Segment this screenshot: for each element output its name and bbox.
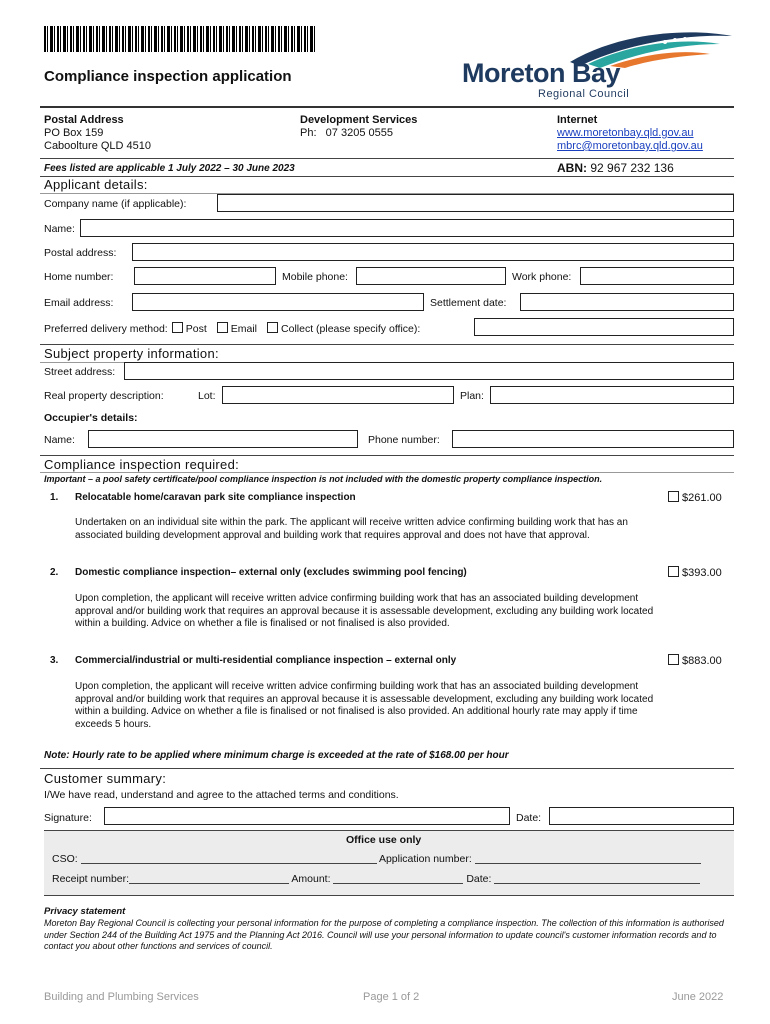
occupier-phone-label: Phone number: xyxy=(368,434,440,446)
signature-label: Signature: xyxy=(44,812,92,824)
summary-heading: Customer summary: xyxy=(44,771,167,786)
occupier-name-label: Name: xyxy=(44,434,75,446)
home-label: Home number: xyxy=(44,271,114,283)
email-input[interactable] xyxy=(132,293,424,311)
email-checkbox[interactable] xyxy=(217,322,228,333)
work-label: Work phone: xyxy=(512,271,572,283)
lot-label: Lot: xyxy=(198,390,216,402)
item-3-checkbox[interactable] xyxy=(668,654,679,665)
privacy-heading: Privacy statement xyxy=(44,906,126,917)
delivery-label: Preferred delivery method: xyxy=(44,323,168,335)
item-2-price: $393.00 xyxy=(682,567,722,579)
name-input[interactable] xyxy=(80,219,734,237)
postal-input[interactable] xyxy=(132,243,734,261)
email-link[interactable]: mbrc@moretonbay.qld.gov.au xyxy=(557,140,703,152)
cso-row xyxy=(52,853,701,865)
work-input[interactable] xyxy=(580,267,734,285)
lot-input[interactable] xyxy=(222,386,454,404)
collect-office-input[interactable] xyxy=(474,318,734,336)
collect-checkbox[interactable] xyxy=(267,322,278,333)
footer-page: Page 1 of 2 xyxy=(363,991,420,1003)
property-heading: Subject property information: xyxy=(44,346,219,361)
item-3-title: Commercial/industrial or multi-residential compliance inspection – external only xyxy=(75,655,457,666)
amount-line[interactable] xyxy=(333,873,463,884)
receipt-row xyxy=(52,873,700,885)
item-3-price: $883.00 xyxy=(682,655,722,667)
occupier-heading: Occupier's details: xyxy=(44,412,138,424)
occupier-name-input[interactable] xyxy=(88,430,358,448)
item-2-price-row xyxy=(664,566,722,579)
email-label: Email address: xyxy=(44,297,114,309)
website-link[interactable]: www.moretonbay.qld.gov.au xyxy=(557,127,694,139)
item-1-price: $261.00 xyxy=(682,492,722,504)
cso-label: CSO: xyxy=(52,853,78,865)
item-2-checkbox[interactable] xyxy=(668,566,679,577)
receipt-label: Receipt number: xyxy=(52,873,130,885)
date-input[interactable] xyxy=(549,807,734,825)
signature-input[interactable] xyxy=(104,807,510,825)
fees-note: Fees listed are applicable 1 July 2022 – 30 June 2023 xyxy=(44,163,295,174)
occupier-phone-input[interactable] xyxy=(452,430,734,448)
item-2-title: Domestic compliance inspection– external only (excludes swimming pool fencing) xyxy=(75,567,467,578)
street-label: Street address: xyxy=(44,366,116,378)
cso-line[interactable] xyxy=(81,853,377,864)
footer-left: Building and Plumbing Services xyxy=(44,991,199,1003)
amount-label: Amount: xyxy=(291,873,331,885)
collect-option-label: Collect (please specify office): xyxy=(281,323,421,335)
council-logo xyxy=(460,28,735,100)
inspection-heading: Compliance inspection required: xyxy=(44,457,240,472)
name-label: Name: xyxy=(44,223,75,235)
hourly-rate-note: Note: Hourly rate to be applied where minimum charge is exceeded at the rate of $168.00 per hour xyxy=(44,750,509,761)
app-number-line[interactable] xyxy=(475,853,701,864)
app-number-label: Application number: xyxy=(378,853,472,865)
barcode xyxy=(44,26,316,52)
item-3-number: 3. xyxy=(50,655,59,666)
delivery-row xyxy=(44,322,420,335)
post-checkbox[interactable] xyxy=(172,322,183,333)
plan-input[interactable] xyxy=(490,386,734,404)
real-property-label: Real property description: xyxy=(44,390,164,402)
item-3-description: Upon completion, the applicant will receive written advice confirming building work that has an associated building development approval and/or building work that requires an approval because it is assessable development, excluding any building work located within a building. Advice on whether a file is finalised or not finalised is also provided. An additional hourly rate may apply if time exceeds 5 hours. xyxy=(75,681,654,730)
company-label: Company name (if applicable): xyxy=(44,198,187,210)
email-option-label: Email xyxy=(230,323,258,335)
logo-subtext: Regional Council xyxy=(538,88,630,100)
receipt-line[interactable] xyxy=(129,873,289,884)
post-option-label: Post xyxy=(185,323,207,335)
important-note: Important – a pool safety certificate/pool compliance inspection is not included with the domestic property compliance inspection. xyxy=(44,474,603,484)
item-1-price-row xyxy=(664,491,722,504)
dev-phone: Ph: 07 3205 0555 xyxy=(300,127,393,139)
item-1-checkbox[interactable] xyxy=(668,491,679,502)
internet-heading: Internet xyxy=(557,114,598,126)
item-1-number: 1. xyxy=(50,492,59,503)
mobile-input[interactable] xyxy=(356,267,506,285)
applicant-heading: Applicant details: xyxy=(44,177,148,192)
privacy-text: Moreton Bay Regional Council is collecting your personal information for the purpose of completing a compliance inspection. The collection of this information is authorised under Section 244 of the Building Act 1975 and the Planning Act 2016. Council will use your personal information to update council's customer information records and to contact you about other functions and services of council. xyxy=(44,918,724,951)
abn-value: 92 967 232 136 xyxy=(590,161,674,175)
item-1-description: Undertaken on an individual site within the park. The applicant will receive written advice confirming building work that has an associated building development approval and building work that requires approval and does not have that approval. xyxy=(75,517,628,541)
street-input[interactable] xyxy=(124,362,734,380)
logo-text: Moreton Bay xyxy=(462,58,621,88)
office-use-box xyxy=(44,830,734,896)
office-heading: Office use only xyxy=(346,834,422,846)
item-2-number: 2. xyxy=(50,567,59,578)
item-3-price-row xyxy=(664,654,722,667)
postal-line-1: PO Box 159 xyxy=(44,127,104,139)
footer-right: June 2022 xyxy=(672,991,724,1003)
settlement-input[interactable] xyxy=(520,293,734,311)
company-input[interactable] xyxy=(217,194,734,212)
dev-heading: Development Services xyxy=(300,114,418,126)
postal-line-2: Caboolture QLD 4510 xyxy=(44,140,152,152)
item-1-title: Relocatable home/caravan park site compliance inspection xyxy=(75,492,356,503)
home-input[interactable] xyxy=(134,267,276,285)
postal-label: Postal address: xyxy=(44,247,117,259)
settlement-label: Settlement date: xyxy=(430,297,507,309)
plan-label: Plan: xyxy=(460,390,484,402)
item-2-description: Upon completion, the applicant will receive written advice confirming building work that has an associated building development approval and/or building work that requires an approval because it is assessable development, excluding any building work located within a building. Advice on whether a file is finalised or not finalised is also provided. xyxy=(75,593,654,629)
mobile-label: Mobile phone: xyxy=(282,271,348,283)
agree-text: I/We have read, understand and agree to the attached terms and conditions. xyxy=(44,789,399,801)
postal-heading: Postal Address xyxy=(44,114,124,126)
date-label: Date: xyxy=(516,812,542,824)
abn-label: ABN: xyxy=(557,161,587,175)
office-date-line[interactable] xyxy=(494,873,700,884)
page-title: Compliance inspection application xyxy=(44,68,292,85)
office-date-label: Date: xyxy=(466,873,492,885)
abn xyxy=(557,161,674,175)
